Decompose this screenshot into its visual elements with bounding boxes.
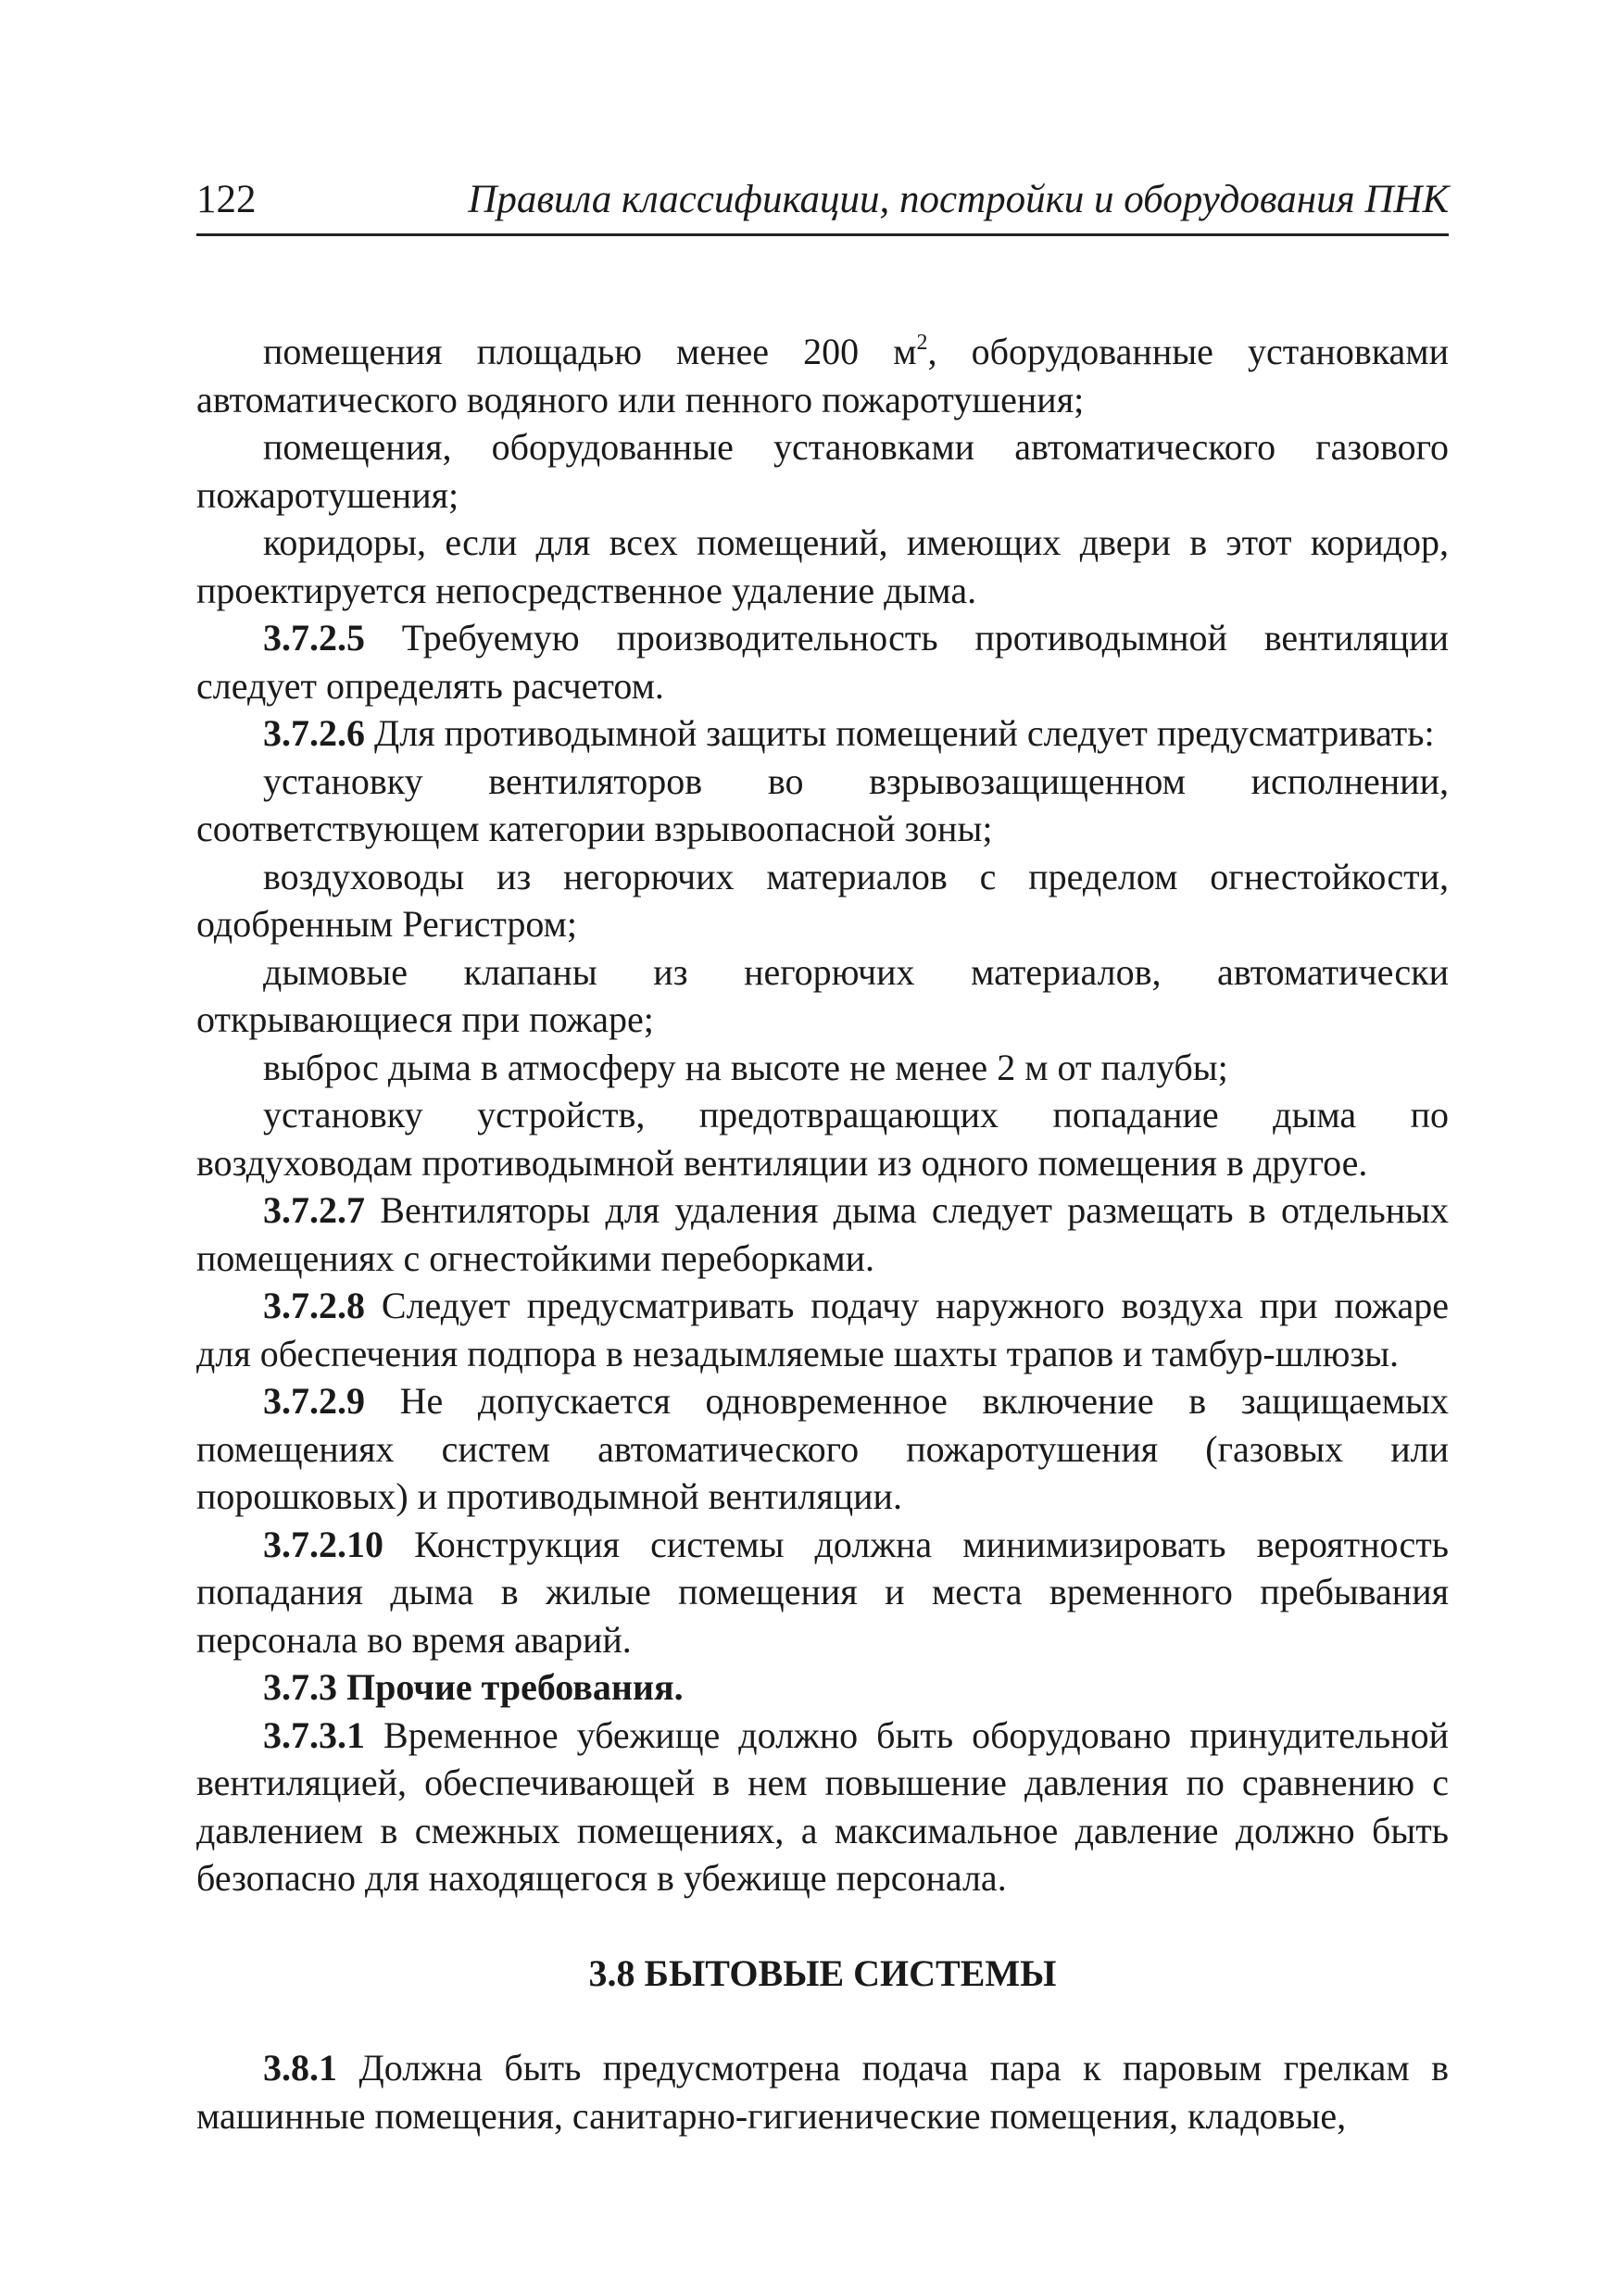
section-title-3-8: 3.8 БЫТОВЫЕ СИСТЕМЫ — [588, 1951, 1057, 1994]
clause-number: 3.7.2.5 — [263, 617, 365, 659]
paragraph-rooms-gas: помещения, оборудованные установками автоматического газового пожаротушения; — [196, 426, 1449, 516]
text: помещения площадью менее 200 м — [263, 331, 917, 372]
page-body — [196, 328, 1449, 2139]
page-number: 122 — [196, 178, 257, 221]
paragraph-rooms-area — [196, 328, 1449, 423]
text: Должна быть предусмотрена подача пара к паровым грелкам в машинные помещения, санитарно-гигиенические помещения, кладовые, — [196, 2047, 1449, 2137]
text: , оборудованные установками автоматического водяного или пенного пожаротушения; — [196, 331, 1450, 420]
text: Следует предусматривать подачу наружного воздуха при пожаре для обеспечения подпора в незадымляемые шахты трапов и тамбур-шлюзы. — [196, 1285, 1449, 1374]
text: Для противодымной защиты помещений следует предусматривать: — [365, 712, 1435, 754]
paragraph-corridors: коридоры, если для всех помещений, имеющих двери в этот коридор, проектируется непосредственное удаление дыма. — [196, 521, 1449, 611]
clause-number: 3.7.2.7 — [263, 1189, 365, 1231]
clause-number: 3.8.1 — [263, 2047, 337, 2089]
superscript: 2 — [916, 331, 928, 355]
clause-3-7-2-6 — [196, 709, 1449, 758]
clause-number: 3.7.2.9 — [263, 1380, 365, 1422]
clause-3-7-2-5 — [196, 614, 1449, 709]
list-item: воздуховоды из негорючих материалов с пределом огнестойкости, одобренным Регистром; — [196, 855, 1449, 945]
text: Конструкция системы должна минимизировать вероятность попадания дыма в жилые помещения и места временного пребывания персонала во время аварий. — [196, 1523, 1449, 1661]
clause-3-7-2-7 — [196, 1186, 1449, 1282]
page-header — [196, 176, 1449, 236]
list-item: выброс дыма в атмосферу на высоте не менее 2 м от палубы; — [263, 1046, 1228, 1088]
clause-number: 3.7.3.1 — [263, 1713, 365, 1756]
list-item: дымовые клапаны из негорючих материалов, автоматически открывающиеся при пожаре; — [196, 950, 1449, 1040]
clause-3-8-1 — [196, 2044, 1449, 2139]
clause-number: 3.7.2.8 — [263, 1285, 365, 1326]
heading-text: 3.7.3 Прочие требования. — [263, 1666, 684, 1708]
subsection-heading-3-7-3 — [196, 1663, 1449, 1712]
list-item: установку вентиляторов во взрывозащищенном исполнении, соответствующем категории взрывоопасной зоны; — [196, 759, 1449, 849]
clause-3-7-2-8 — [196, 1282, 1449, 1377]
clause-number: 3.7.2.6 — [263, 712, 365, 754]
clause-3-7-2-9 — [196, 1377, 1449, 1521]
text: Требуемую производительность противодымной вентиляции следует определять расчетом. — [196, 617, 1449, 707]
list-item: установку устройств, предотвращающих попадание дыма по воздуховодам противодымной вентиляции из одного помещения в другое. — [196, 1094, 1449, 1184]
clause-number: 3.7.2.10 — [263, 1523, 383, 1565]
clause-3-7-2-10 — [196, 1521, 1449, 1664]
text: Не допускается одновременное включение в защищаемых помещениях систем автоматического пожаротушения (газовых или порошковых) и противодымной вентиляции. — [196, 1380, 1449, 1517]
text: Временное убежище должно быть оборудовано принудительной вентиляцией, обеспечивающей в нем повышение давления по сравнению с давлением в смежных помещениях, а максимальное давление должно быть безопасно для находящегося в убежище персонала. — [196, 1713, 1449, 1899]
clause-3-7-3-1 — [196, 1712, 1449, 1902]
text: Вентиляторы для удаления дыма следует размещать в отдельных помещениях с огнестойкими переборками. — [196, 1189, 1449, 1279]
running-title: Правила классификации, постройки и оборудования ПНК — [468, 178, 1449, 221]
